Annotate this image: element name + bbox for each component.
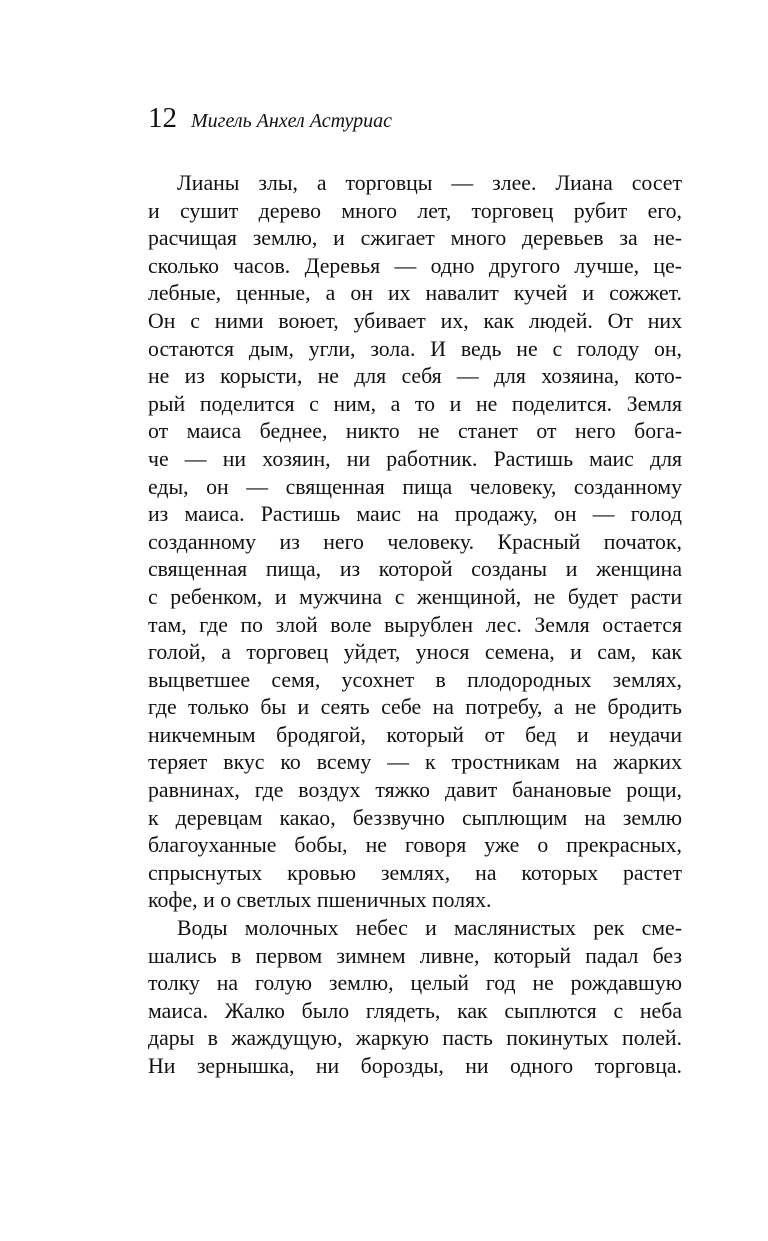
text-line: созданному из него человеку. Красный початок, [148, 529, 682, 554]
text-line: еды, он — священная пища человеку, созданному [148, 474, 682, 499]
page-number: 12 [148, 102, 177, 134]
text-line: из маиса. Растишь маис на продажу, он — голод [148, 502, 682, 527]
text-line: где только бы и сеять себе на потребу, а не бродить [148, 695, 682, 720]
running-head [148, 100, 392, 136]
text-line: рый поделится с ним, а то и не поделится. Земля [148, 391, 682, 416]
text-line: никчемным бродягой, который от бед и неудачи [148, 722, 682, 747]
text-line: лебные, ценные, а он их навалит кучей и сожжет. [148, 281, 682, 306]
text-line: кофе, и о светлых пшеничных полях. [148, 888, 492, 913]
text-line: сколько часов. Деревья — одно другого лучше, це- [148, 253, 682, 278]
text-line: Воды молочных небес и маслянистых рек сме- [177, 916, 682, 941]
text-line: шались в первом зимнем ливне, который падал без [148, 943, 682, 968]
text-line: Он с ними воюет, убивает их, как людей. От них [148, 308, 682, 333]
text-line: толку на голую землю, целый год не рождавшую [148, 971, 682, 996]
text-line: выцветшее семя, усохнет в плодородных землях, [148, 667, 682, 692]
text-line: там, где по злой воле вырублен лес. Земля остается [148, 612, 682, 637]
text-line: не из корысти, не для себя — для хозяина, кото- [148, 364, 682, 389]
text-line: остаются дым, угли, зола. И ведь не с голоду он, [148, 336, 682, 361]
text-line: расчищая землю, и сжигает много деревьев за не- [148, 226, 682, 251]
text-line: голой, а торговец уйдет, унося семена, и сам, как [148, 640, 682, 665]
text-line: равнинах, где воздух тяжко давит банановые рощи, [148, 778, 682, 803]
text-line: спрыснутых кровью землях, на которых растет [148, 860, 682, 885]
text-line: к деревцам какао, беззвучно сыплющим на землю [148, 805, 682, 830]
text-line: священная пища, из которой созданы и женщина [148, 557, 682, 582]
text-line: с ребенком, и мужчина с женщиной, не будет расти [148, 584, 682, 609]
text-line: благоуханные бобы, не говоря уже о прекрасных, [148, 833, 682, 858]
text-line: теряет вкус ко всему — к тростникам на жарких [148, 750, 682, 775]
text-line: от маиса беднее, никто не станет от него бога- [148, 419, 682, 444]
text-line: че — ни хозяин, ни работник. Растишь маис для [148, 446, 682, 471]
body-text [148, 170, 682, 1081]
author-name: Мигель Анхел Астуриас [191, 110, 393, 132]
text-line: Лианы злы, а торговцы — злее. Лиана сосет [177, 171, 682, 195]
text-line: Ни зернышка, ни борозды, ни одного торговца. [148, 1054, 682, 1078]
text-line: дары в жаждущую, жаркую пасть покинутых полей. [148, 1026, 682, 1051]
text-line: и сушит дерево много лет, торговец рубит его, [148, 198, 682, 223]
text-line: маиса. Жалко было глядеть, как сыплются с неба [148, 998, 682, 1023]
